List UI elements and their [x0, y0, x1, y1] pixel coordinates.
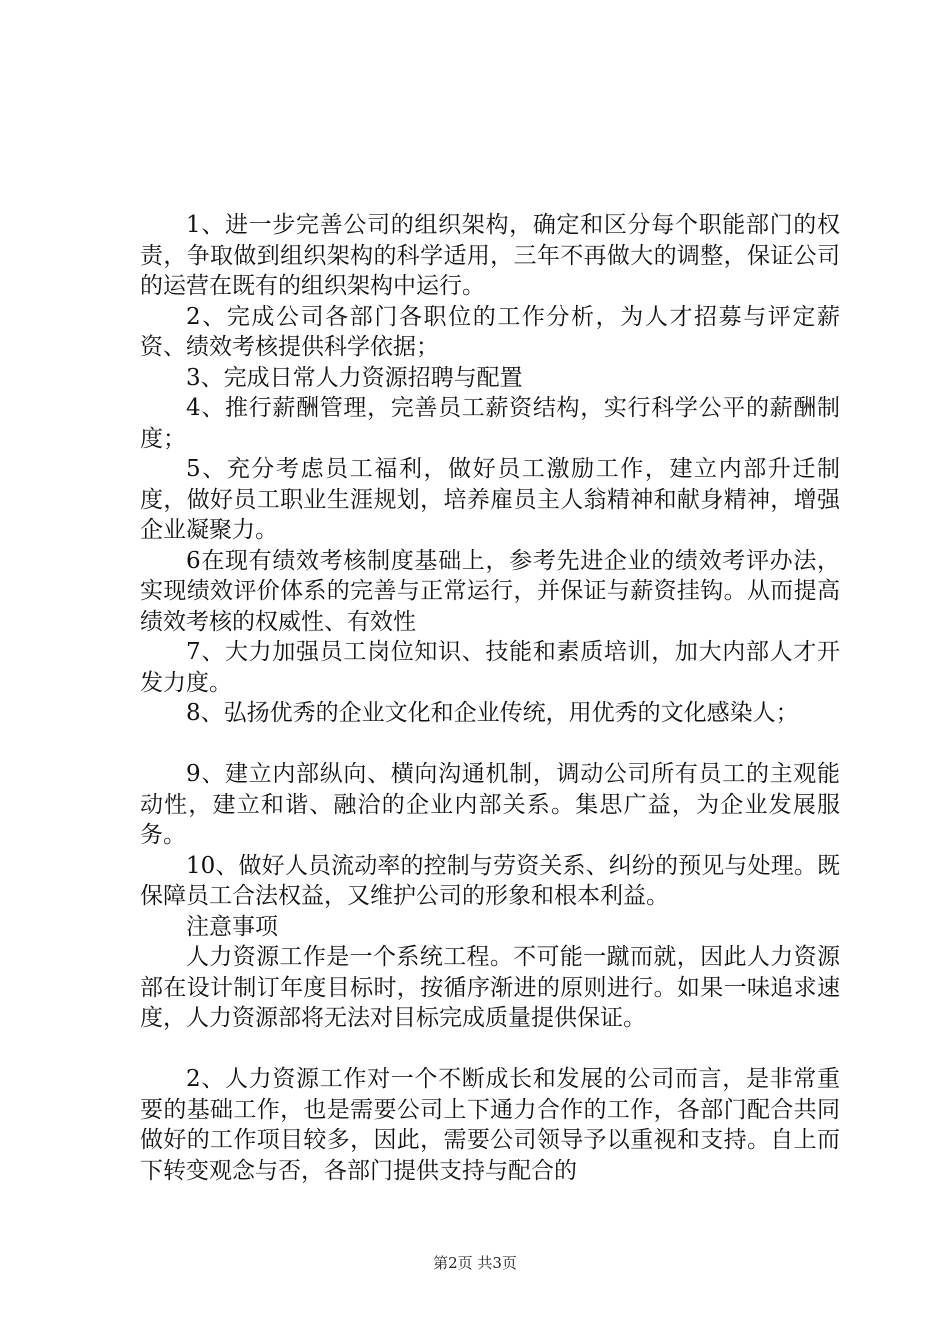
notes-paragraph-1: 人力资源工作是一个系统工程。不可能一蹴而就，因此人力资源部在设计制订年度目标时，按循序渐进的原则进行。如果一味追求速度，人力资源部将无法对目标完成质量提供保证。: [140, 944, 840, 1031]
page-footer: 第2页 共3页: [433, 1254, 517, 1272]
paragraph-8: 8、弘扬优秀的企业文化和企业传统，用优秀的文化感染人；: [186, 700, 799, 726]
paragraph-3: 3、完成日常人力资源招聘与配置: [186, 364, 523, 391]
paragraph-6: 6在现有绩效考核制度基础上，参考先进企业的绩效考评办法，实现绩效评价体系的完善与正常运行，并保证与薪资挂钩。从而提高绩效考核的权威性、有效性: [140, 547, 840, 635]
notes-paragraph-2: 2、人力资源工作对一个不断成长和发展的公司而言，是非常重要的基础工作，也是需要公司上下通力合作的工作，各部门配合共同做好的工作项目较多，因此，需要公司领导予以重视和支持。自上而下转变观念与否，各部门提供支持与配合的: [140, 1066, 840, 1184]
paragraph-gap: [140, 1034, 840, 1065]
paragraph-1: 1、进一步完善公司的组织架构，确定和区分每个职能部门的权责，争取做到组织架构的科学适用，三年不再做大的调整，保证公司的运营在既有的组织架构中运行。: [140, 212, 840, 299]
paragraph-7: 7、大力加强员工岗位知识、技能和素质培训，加大内部人才开发力度。: [140, 639, 840, 696]
paragraph-9: 9、建立内部纵向、横向沟通机制，调动公司所有员工的主观能动性，建立和谐、融洽的企业内部关系。集思广益，为企业发展服务。: [140, 761, 840, 848]
paragraph-gap: [140, 729, 840, 760]
paragraph-2: 2、完成公司各部门各职位的工作分析，为人才招募与评定薪资、绩效考核提供科学依据；: [140, 303, 840, 360]
paragraph-5: 5、充分考虑员工福利，做好员工激励工作，建立内部升迁制度，做好员工职业生涯规划，培养雇员主人翁精神和献身精神，增强企业凝聚力。: [140, 456, 840, 543]
paragraph-4: 4、推行薪酬管理，完善员工薪资结构，实行科学公平的薪酬制度；: [140, 395, 840, 452]
document-body: [140, 210, 840, 1186]
notes-heading: 注意事项: [186, 913, 278, 940]
paragraph-10: 10、做好人员流动率的控制与劳资关系、纠纷的预见与处理。既保障员工合法权益，又维护公司的形象和根本利益。: [140, 852, 840, 909]
